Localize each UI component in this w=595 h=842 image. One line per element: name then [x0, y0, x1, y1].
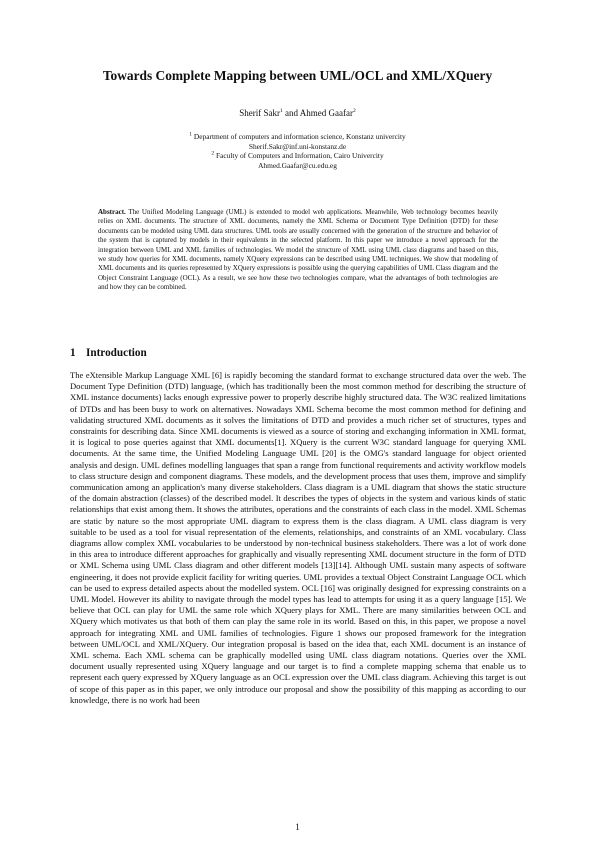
section-title: Introduction — [86, 347, 147, 359]
abstract-label: Abstract. — [98, 208, 126, 216]
author-conjunction: and — [282, 108, 300, 118]
abstract — [98, 208, 498, 293]
section-heading — [70, 346, 147, 360]
affiliation-name: Faculty of Computers and Information, Cairo Univercity — [214, 151, 384, 161]
section-body-text: The eXtensible Markup Language XML [6] is rapidly becoming the standard format to exchange structured data over the web. The Document Type Definition (DTD) language, (which has traditionally been the most common method for describing the structure of XML instance documents) lacks enough expressive power to properly describe highly structured data. The W3C realized limitations of DTDs and has been busy to work on alternatives. Nowadays XML Schema become the most common method for defining and validating structured XML documents as it solves the limitations of DTD and provides a much richer set of structures, types and constraints for describing data. Since XML documents is viewed as a source of storing and exchanging information in XML format, it is logical to pose queries against that XML documents[1]. XQuery is the current W3C standard language for querying XML documents. At the same time, the Unified Modeling Language UML [20] is the OMG's standard language for object oriented analysis and design. UML defines modelling languages that span a range from functional requirements and activity workflow models to class structure design and component diagrams. These models, and the development process that uses them, improve and simplify communication among an application's many diverse stakeholders. Class diagram is a UML diagram that shows the static structure of the domain abstraction (classes) of the described model. It describes the types of objects in the system and various kinds of static relationships that exist among them. It shows the attributes, operations and the constraints of each class in the model. XML Schemas are static by nature so the most appropriate UML diagram to express them is the class diagram. A UML class diagram is very suitable to be used as a tool for visual representation of the elements, relationships, and constraints of an XML vocabulary. Class diagrams allow complex XML vocabularies to be understood by non-technical business stakeholders. There was a lot of work done in this area to introduce different approaches for graphically and visually representing XML document structure in the form of DTD or XML Schema using UML Class diagram and other different models [13][14]. Although UML sustain many aspects of software engineering, it does not provide explicit facility for writing queries. UML provides a textual Object Constraint Language OCL which can be used to express detailed aspects about the modelled system. OCL [16] was originally designed for expressing constraints on a UML Model. However its ability to navigate through the model types has lead to attempts for using it as a query language [15]. We believe that OCL can play for UML the same role which XQuery plays for XML. There are many similarities between OCL and XQuery which motivates us that both of them can play the same role in its world. Based on this, in this paper, we propose a novel approach for integrating XML and UML families of technologies. Figure 1 shows our proposed framework for the integration between UML/OCL and XML/XQuery. Our integration proposal is based on the idea that, each XML document is an instance of XML schema. Each XML schema can be graphically modelled using UML class diagram notations. Queries over the XML document usually represented using XQuery language and our target is to find a complete mapping schema that enable us to represent each query expressed by XQuery language as an OCL expression over the UML class diagram. Achieving this target is out of scope of this paper as in this paper, we only introduce our proposal and show the possibility of this mapping as according to our knowledge, there is no work had been — [70, 370, 526, 705]
affiliation-2 — [0, 151, 595, 161]
author-name: Sherif Sakr — [239, 108, 280, 118]
affiliations — [0, 132, 595, 170]
affiliation-email: Ahmed.Gaafar@cu.edu.eg — [258, 160, 337, 170]
affiliation-marker: 2 — [211, 150, 215, 157]
author-affiliation-marker: 2 — [352, 108, 356, 114]
author-name: Ahmed Gaafar — [299, 108, 353, 118]
page-number: 1 — [295, 822, 300, 832]
author-line — [0, 108, 595, 119]
author-affiliation-marker: 1 — [279, 108, 283, 114]
affiliation-marker: 1 — [189, 131, 193, 138]
affiliation-1 — [0, 132, 595, 142]
paper-title: Towards Complete Mapping between UML/OCL and XML/XQuery — [102, 68, 493, 83]
section-number: 1 — [70, 347, 76, 359]
abstract-text: The Unified Modeling Language (UML) is extended to model web applications. Meanwhile, Web technology becomes heavily relies on XML documents. The structure of XML documents, namely the XML Schema or Document Type Definition (DTD) for these documents can be modeled using UML data structures. UML tools are usually concerned with the generation of the structure and behavior of the system that is captured by models in their equivalents in the selected platform. In this paper we introduce a novel approach for the integration between UML and XML families of technologies. We model the structure of XML using UML class diagrams and based on this, we study how queries for XML documents, namely XQuery expressions can be described using UML techniques. We show that modeling of XML documents and its queries represented by XQuery expressions is possible using the querying capabilities of UML Class diagram and the Object Constraint Language (OCL). As a result, we see how these two technologies compare, what the advantages of both technologies are and how they can be combined. — [98, 208, 498, 292]
affiliation-name: Department of computers and information science, Konstanz univercity — [192, 132, 406, 141]
affiliation-email: Sherif.Sakr@inf.uni-konstanz.de — [248, 141, 347, 151]
